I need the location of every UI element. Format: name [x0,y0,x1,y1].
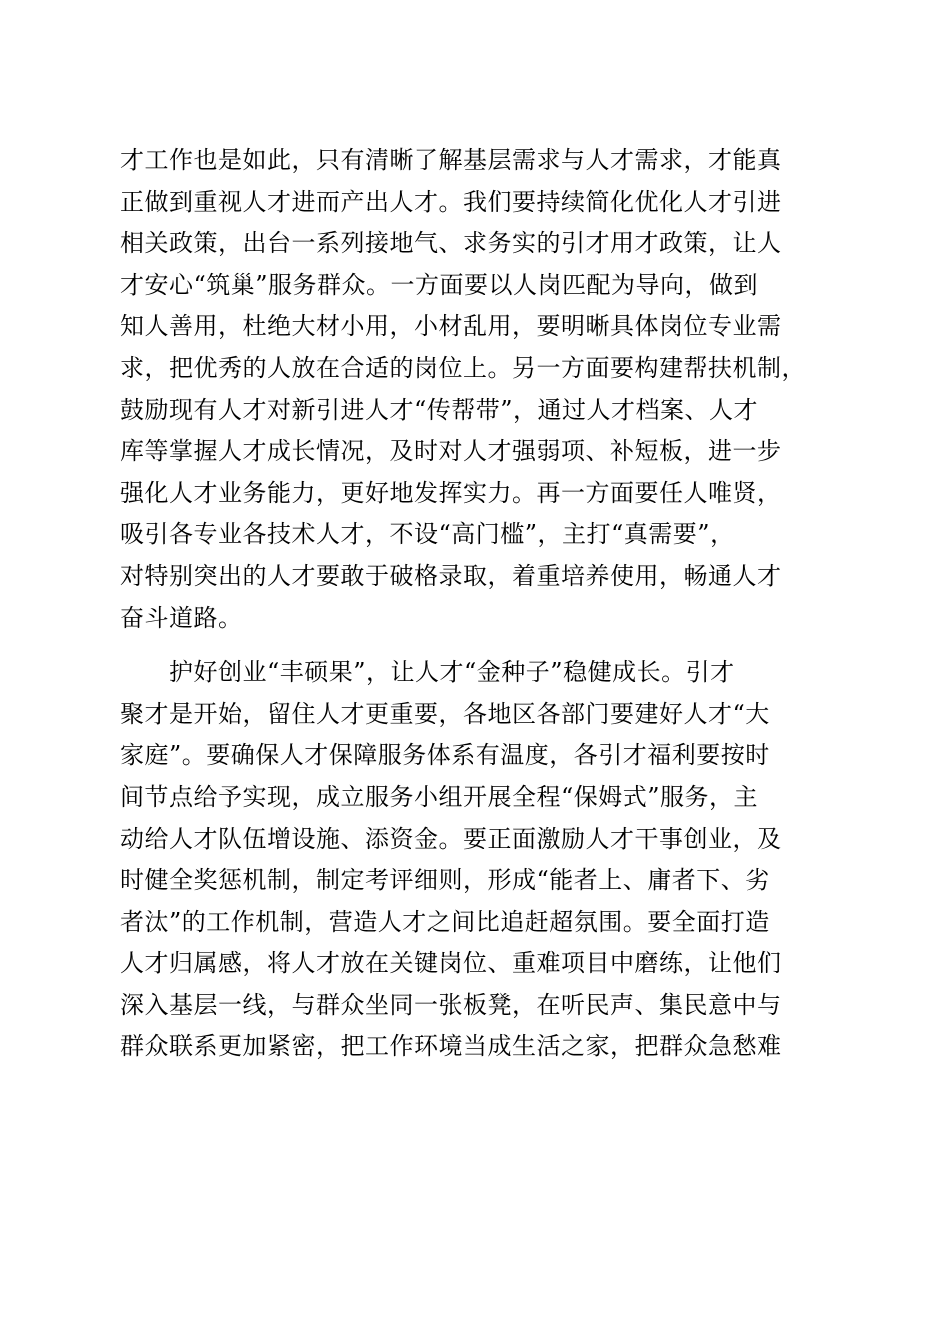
text-line: 知人善用，杜绝大材小用，小材乱用，要明晰具体岗位专业需 [120,312,782,341]
paragraph-2 [120,652,840,1068]
text-line: 才工作也是如此，只有清晰了解基层需求与人才需求，才能真 [120,146,782,174]
paragraph-1 [120,140,840,639]
document-body [120,140,840,1068]
text-line: 鼓励现有人才对新引进人才“传帮带”，通过人才档案、人才 [120,395,759,424]
text-line: 强化人才业务能力，更好地发挥实力。再一方面要任人唯贤， [120,478,782,507]
text-line: 才安心“筑巢”服务群众。一方面要以人岗匹配为导向，做到 [120,270,759,299]
text-line: 奋斗道路。 [120,603,243,632]
text-line: 聚才是开始，留住人才更重要，各地区各部门要建好人才“大 [120,699,770,728]
text-line: 家庭”。要确保人才保障服务体系有温度，各引才福利要按时 [120,741,770,770]
text-line: 吸引各专业各技术人才，不设“高门槛”，主打“真需要”， [120,520,735,549]
text-line: 深入基层一线，与群众坐同一张板凳，在听民声、集民意中与 [120,990,782,1019]
text-line: 者汰”的工作机制，营造人才之间比追赶超氛围。要全面打造 [120,907,770,936]
text-line: 正做到重视人才进而产出人才。我们要持续简化优化人才引进 [120,187,782,216]
text-line: 求，把优秀的人放在合适的岗位上。另一方面要构建帮扶机制， [120,353,806,382]
text-line: 库等掌握人才成长情况，及时对人才强弱项、补短板，进一步 [120,437,782,466]
text-line: 人才归属感，将人才放在关键岗位、重难项目中磨练，让他们 [120,949,782,978]
text-line: 对特别突出的人才要敢于破格录取，着重培养使用，畅通人才 [120,561,782,590]
text-line: 群众联系更加紧密，把工作环境当成生活之家，把群众急愁难 [120,1032,782,1061]
text-line: 间节点给予实现，成立服务小组开展全程“保姆式”服务，主 [120,782,759,811]
paragraph-gap [120,639,840,652]
text-line: 动给人才队伍增设施、添资金。要正面激励人才干事创业，及 [120,824,782,853]
text-line: 护好创业“丰硕果”，让人才“金种子”稳健成长。引才 [120,658,735,687]
text-line: 时健全奖惩机制，制定考评细则，形成“能者上、庸者下、劣 [120,866,770,895]
text-line: 相关政策，出台一系列接地气、求务实的引才用才政策，让人 [120,229,782,258]
